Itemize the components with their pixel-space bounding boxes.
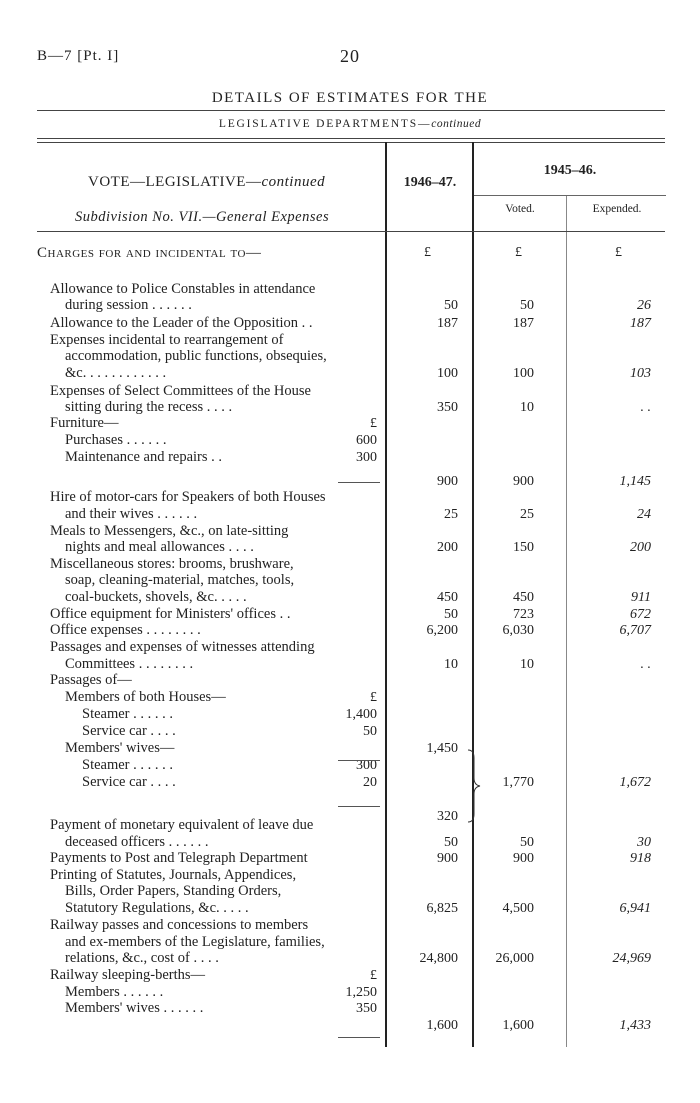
sub-amount: £ [370, 416, 377, 431]
description-line: soap, cleaning-material, matches, tools, [65, 572, 295, 588]
amount-current: 187 [437, 316, 458, 331]
amount-current: 6,200 [426, 623, 458, 638]
amount-current: 1,450 [426, 741, 458, 756]
description-line: Statutory Regulations, &c. . . . . [65, 900, 249, 916]
subdivision-heading: Subdivision No. VII.—General Expenses [75, 209, 330, 225]
description-line: Office expenses . . . . . . . . [50, 622, 201, 638]
description-line: Payments to Post and Telegraph Department [50, 850, 308, 866]
description-line: sitting during the recess . . . . [65, 399, 233, 415]
amount-current: 25 [444, 507, 458, 522]
description-line: relations, &c., cost of . . . . [65, 950, 219, 966]
amount-current: 10 [444, 657, 458, 672]
description-line: Allowance to the Leader of the Opposition . . [50, 315, 313, 331]
passages-wives-subtotal-rule [338, 806, 380, 807]
page-number: 20 [340, 46, 360, 66]
amount-voted: 900 [513, 474, 534, 489]
berths-subtotal-rule [338, 1037, 380, 1038]
amount-current: 200 [437, 540, 458, 555]
sub-amount: 300 [356, 450, 377, 465]
amount-expended: 1,433 [619, 1018, 651, 1033]
amount-current: 50 [444, 298, 458, 313]
symbol-voted: £ [515, 245, 522, 260]
description-line: Payment of monetary equivalent of leave due [50, 817, 314, 833]
description-line: Committees . . . . . . . . [65, 656, 194, 672]
amount-expended: 6,707 [619, 623, 651, 638]
amount-voted: 100 [513, 366, 534, 381]
description-line: Hire of motor-cars for Speakers of both Houses [50, 489, 326, 505]
amount-voted: 26,000 [495, 951, 534, 966]
description-line: Passages of— [50, 672, 132, 688]
amount-voted: 6,030 [502, 623, 534, 638]
description-line: Railway passes and concessions to members [50, 917, 309, 933]
description-line: Miscellaneous stores: brooms, brushware, [50, 556, 294, 572]
passages-brace [464, 748, 488, 824]
description-line: Expenses of Select Committees of the House [50, 383, 311, 399]
amount-voted: 450 [513, 590, 534, 605]
sub-amount: 1,400 [345, 707, 377, 722]
description-line: and their wives . . . . . . [65, 506, 198, 522]
section-heading: Charges for and incidental to— [37, 245, 262, 261]
sub-amount: 50 [363, 724, 377, 739]
vote-heading-main: VOTE—LEGISLATIVE— [88, 174, 262, 190]
description-line: Members' wives— [65, 740, 175, 756]
page-subtitle [0, 118, 700, 130]
description-line: accommodation, public functions, obsequies, [65, 348, 327, 364]
symbol-expended: £ [615, 245, 622, 260]
amount-current: 50 [444, 835, 458, 850]
amount-current: 1,600 [426, 1018, 458, 1033]
description-line: Office equipment for Ministers' offices . . [50, 606, 291, 622]
vote-heading [88, 174, 325, 191]
page-title: DETAILS OF ESTIMATES FOR THE [211, 90, 489, 106]
description-line: nights and meal allowances . . . . [65, 539, 254, 555]
description-line: Service car . . . . [82, 774, 176, 790]
column-rule-current [385, 142, 387, 1047]
description-line: Steamer . . . . . . [82, 757, 174, 773]
subtitle-continued: continued [431, 118, 482, 130]
symbol-current: £ [424, 245, 431, 260]
description-line: Printing of Statutes, Journals, Appendices, [50, 867, 297, 883]
column-rule-expended [566, 196, 567, 1047]
description-line: Service car . . . . [82, 723, 176, 739]
sub-amount: 350 [356, 1001, 377, 1016]
amount-expended: 103 [630, 366, 651, 381]
amount-expended: . . [640, 657, 651, 672]
amount-expended: 200 [630, 540, 651, 555]
amount-expended: 6,941 [619, 901, 651, 916]
amount-voted: 1,600 [502, 1018, 534, 1033]
amount-current: 900 [437, 851, 458, 866]
header-bottom-rule [37, 231, 665, 232]
page-reference: B—7 [Pt. I] [37, 48, 120, 64]
amount-expended: 26 [637, 298, 651, 313]
amount-voted: 25 [520, 507, 534, 522]
sub-amount: 300 [356, 758, 377, 773]
table-top-rule-1 [37, 138, 665, 139]
amount-expended: 1,672 [619, 775, 651, 790]
description-line: Railway sleeping-berths— [50, 967, 206, 983]
amount-current: 6,825 [426, 901, 458, 916]
amount-expended: 1,145 [619, 474, 651, 489]
passages-members-subtotal-rule [338, 760, 380, 761]
description-line: Bills, Order Papers, Standing Orders, [65, 883, 282, 899]
sub-amount: £ [370, 968, 377, 983]
amount-current: 24,800 [419, 951, 458, 966]
amount-voted: 723 [513, 607, 534, 622]
sub-amount: 1,250 [345, 985, 377, 1000]
amount-voted: 1,770 [502, 775, 534, 790]
amount-expended: 24 [637, 507, 651, 522]
description-line: Members' wives . . . . . . [65, 1000, 204, 1016]
furniture-subtotal-rule [338, 482, 380, 483]
col-header-split-rule [474, 195, 666, 196]
description-line: Passages and expenses of witnesses attending [50, 639, 315, 655]
description-line: deceased officers . . . . . . [65, 834, 209, 850]
col-header-previous: 1945–46. [543, 163, 597, 178]
amount-current: 100 [437, 366, 458, 381]
amount-expended: 30 [637, 835, 651, 850]
description-line: Steamer . . . . . . [82, 706, 174, 722]
description-line: Furniture— [50, 415, 119, 431]
sub-amount: 600 [356, 433, 377, 448]
amount-expended: 672 [630, 607, 651, 622]
amount-voted: 10 [520, 400, 534, 415]
description-line: Members of both Houses— [65, 689, 226, 705]
description-line: Members . . . . . . [65, 984, 164, 1000]
sub-amount: £ [370, 690, 377, 705]
amount-current: 450 [437, 590, 458, 605]
title-rule [37, 110, 665, 111]
table-top-rule-2 [37, 142, 665, 143]
sub-amount: 20 [363, 775, 377, 790]
amount-current: 350 [437, 400, 458, 415]
amount-expended: 24,969 [612, 951, 651, 966]
amount-voted: 4,500 [502, 901, 534, 916]
description-line: Expenses incidental to rearrangement of [50, 332, 284, 348]
description-line: Maintenance and repairs . . [65, 449, 223, 465]
description-line: &c. . . . . . . . . . . . [65, 365, 167, 381]
description-line: Meals to Messengers, &c., on late-sitting [50, 523, 289, 539]
amount-current: 900 [437, 474, 458, 489]
col-header-expended: Expended. [592, 203, 642, 215]
amount-expended: . . [640, 400, 651, 415]
vote-heading-continued: continued [261, 174, 326, 190]
amount-voted: 150 [513, 540, 534, 555]
amount-voted: 10 [520, 657, 534, 672]
description-line: coal-buckets, shovels, &c. . . . . [65, 589, 247, 605]
amount-voted: 50 [520, 835, 534, 850]
description-line: Purchases . . . . . . [65, 432, 167, 448]
amount-voted: 50 [520, 298, 534, 313]
description-line: and ex-members of the Legislature, families, [65, 934, 325, 950]
description-line: Allowance to Police Constables in attendance [50, 281, 316, 297]
col-header-current: 1946–47. [403, 175, 457, 190]
subtitle-main: LEGISLATIVE DEPARTMENTS— [218, 118, 432, 130]
amount-expended: 911 [631, 590, 651, 605]
amount-expended: 187 [630, 316, 651, 331]
amount-voted: 900 [513, 851, 534, 866]
amount-expended: 918 [630, 851, 651, 866]
amount-current: 50 [444, 607, 458, 622]
description-line: during session . . . . . . [65, 297, 192, 313]
col-header-voted: Voted. [505, 203, 535, 215]
amount-voted: 187 [513, 316, 534, 331]
amount-current: 320 [437, 809, 458, 824]
